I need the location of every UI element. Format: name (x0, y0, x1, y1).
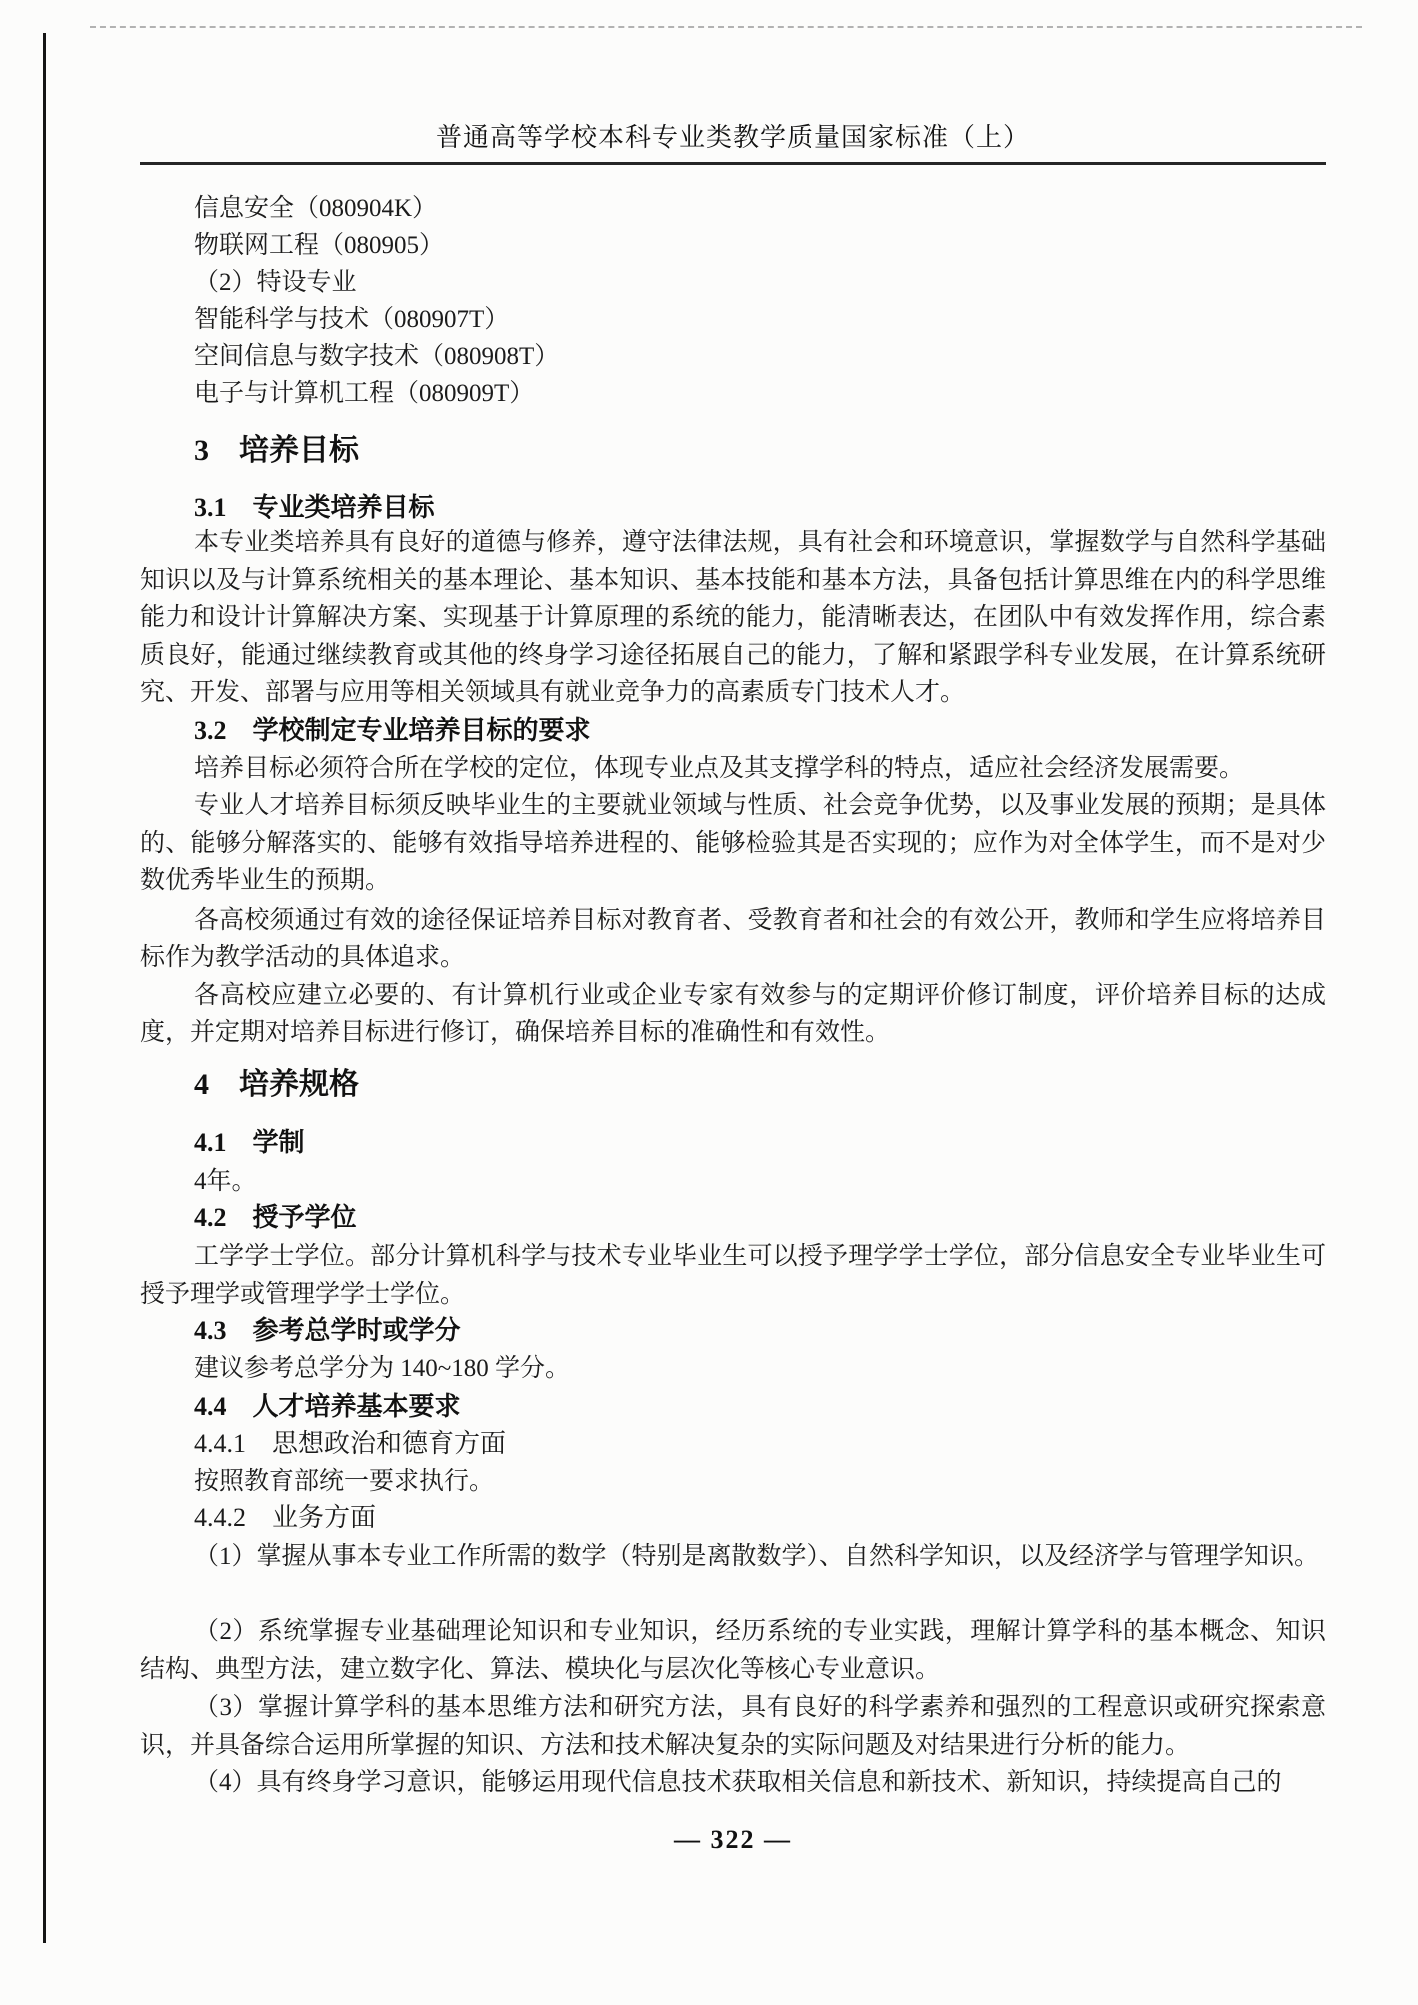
section-4-3-heading: 4.3 参考总学时或学分 (194, 1316, 461, 1345)
running-header-title: 普通高等学校本科专业类教学质量国家标准（上） (435, 123, 1030, 152)
paragraph-3-2-d: 各高校应建立必要的、有计算机行业或企业专家有效参与的定期评价修订制度，评价培养目标的达成度，并定期对培养目标进行修订，确保培养目标的准确性和有效性。 (140, 981, 1326, 1046)
paragraph-4-1: 4年。 (194, 1168, 257, 1195)
section-3-heading: 3 培养目标 (194, 434, 359, 467)
paragraph-3-1: 本专业类培养具有良好的道德与修养，遵守法律法规，具有社会和环境意识，掌握数学与自然科学基础知识以及与计算系统相关的基本理论、基本知识、基本技能和基本方法，具备包括计算思维在内的科学思维能力和设计计算解决方案、实现基于计算原理的系统的能力，能清晰表达，在团队中有效发挥作用，综合素质良好，能通过继续教育或其他的终身学习途径拓展自己的能力，了解和紧跟学科专业发展，在计算系统研究、开发、部署与应用等相关领域具有就业竞争力的高素质专门技术人才。 (140, 529, 1326, 706)
major-list-item: 空间信息与数字技术（080908T） (194, 343, 560, 370)
major-list-item: （2）特设专业 (194, 269, 357, 296)
section-4-4-1-heading: 4.4.1 思想政治和德育方面 (194, 1429, 507, 1458)
paragraph-3-2-c: 各高校须通过有效的途径保证培养目标对教育者、受教育者和社会的有效公开，教师和学生应将培养目标作为教学活动的具体追求。 (140, 906, 1326, 971)
paragraph-4-2: 工学学士学位。部分计算机科学与技术专业毕业生可以授予理学学士学位，部分信息安全专业毕业生可授予理学或管理学学士学位。 (140, 1243, 1326, 1308)
major-list-item: 物联网工程（080905） (194, 232, 445, 259)
section-3-1-heading: 3.1 专业类培养目标 (194, 493, 435, 522)
section-4-heading: 4 培养规格 (194, 1068, 359, 1101)
section-4-4-2-heading: 4.4.2 业务方面 (194, 1503, 377, 1532)
major-list-item: 电子与计算机工程（080909T） (194, 380, 535, 407)
scan-artifact-left-border (43, 33, 46, 1943)
page-number: — 322 — (674, 1824, 792, 1854)
requirement-item-4: （4）具有终身学习意识，能够运用现代信息技术获取相关信息和新技术、新知识，持续提高自己的 (194, 1769, 1282, 1796)
page-content (140, 0, 1326, 1858)
major-list-item: 智能科学与技术（080907T） (194, 306, 510, 333)
paragraph-3-2-b: 专业人才培养目标须反映毕业生的主要就业领域与性质、社会竞争优势，以及事业发展的预期；是具体的、能够分解落实的、能够有效指导培养进程的、能够检验其是否实现的；应作为对全体学生，而不是对少数优秀毕业生的预期。 (140, 792, 1326, 894)
section-4-1-heading: 4.1 学制 (194, 1128, 305, 1157)
header-rule (140, 162, 1326, 165)
section-4-2-heading: 4.2 授予学位 (194, 1203, 357, 1232)
section-3-2-heading: 3.2 学校制定专业培养目标的要求 (194, 715, 591, 745)
major-code-list (140, 190, 1326, 412)
major-list-item: 信息安全（080904K） (194, 195, 438, 222)
paragraph-4-4-1: 按照教育部统一要求执行。 (194, 1467, 495, 1495)
requirement-item-3: （3）掌握计算学科的基本思维方法和研究方法，具有良好的科学素养和强烈的工程意识或研究探索意识，并具备综合运用所掌握的知识、方法和技术解决复杂的实际问题及对结果进行分析的能力。 (140, 1694, 1326, 1759)
section-4-4-heading: 4.4 人才培养基本要求 (194, 1392, 461, 1421)
paragraph-3-2-a: 培养目标必须符合所在学校的定位，体现专业点及其支撑学科的特点，适应社会经济发展需要。 (194, 754, 1245, 782)
paragraph-4-3: 建议参考总学分为 140~180 学分。 (194, 1355, 571, 1382)
requirement-item-1: （1）掌握从事本专业工作所需的数学（特别是离散数学）、自然科学知识，以及经济学与管理学知识。 (194, 1543, 1320, 1570)
requirement-item-2: （2）系统掌握专业基础理论知识和专业知识，经历系统的专业实践，理解计算学科的基本概念、知识结构、典型方法，建立数字化、算法、模块化与层次化等核心专业意识。 (140, 1618, 1326, 1683)
